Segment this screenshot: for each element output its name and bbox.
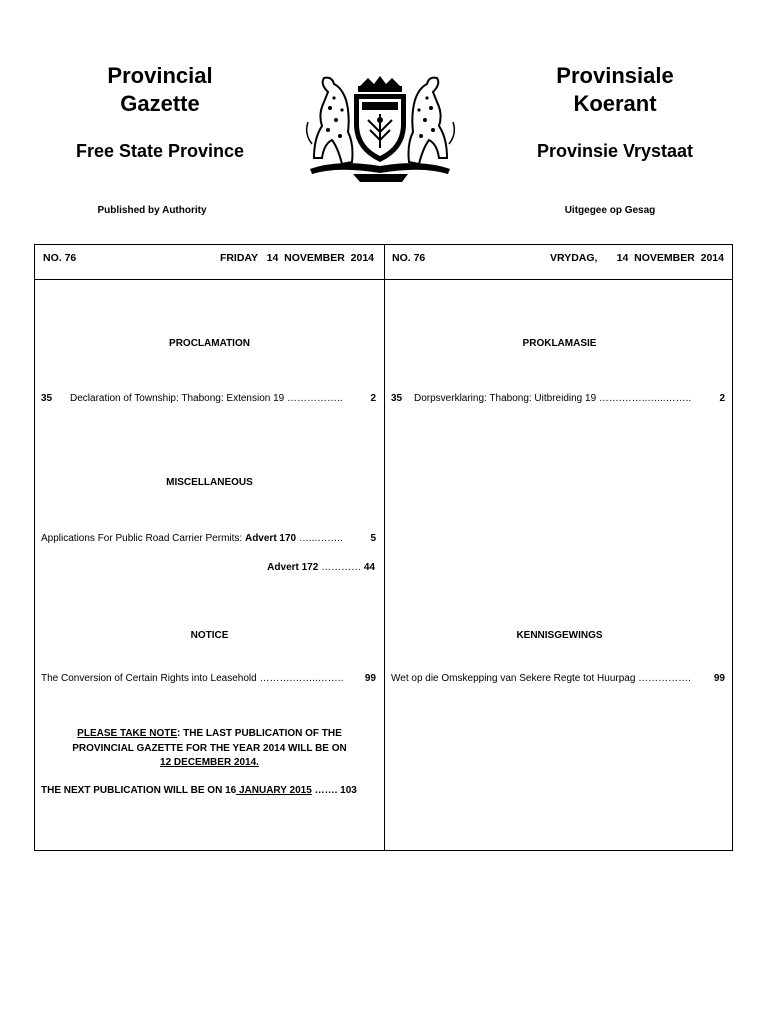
- left-title-line2: Gazette: [120, 91, 200, 116]
- next-publication-prefix: THE NEXT PUBLICATION WILL BE ON 16: [41, 785, 237, 796]
- proclamation-page: 2: [370, 393, 376, 404]
- right-title-line2: Koerant: [573, 91, 657, 116]
- please-take-note: [35, 727, 384, 771]
- header-row-divider: [35, 279, 732, 280]
- left-issue-date: FRIDAY 14 NOVEMBER 2014: [219, 252, 374, 264]
- kennisgewing-page: 99: [713, 673, 725, 684]
- proclamation-entry: [41, 393, 376, 404]
- proklamasie-number: 35: [391, 393, 403, 404]
- notice-text: The Conversion of Certain Rights into Leasehold ……….……..……..: [41, 673, 344, 684]
- left-subtitle: Free State Province: [75, 141, 245, 161]
- right-title: [515, 62, 715, 118]
- next-publication-month: JANUARY 2015: [236, 785, 312, 796]
- miscellaneous-heading: MISCELLANEOUS: [166, 477, 253, 488]
- right-issue-day: VRYDAG,: [550, 252, 598, 264]
- advert-170-label: Advert 170: [244, 533, 297, 544]
- proclamation-text: Declaration of Township: Thabong: Extension 19 ……………..: [70, 393, 343, 404]
- proklamasie-entry: [391, 393, 725, 404]
- right-authority: Uitgegee op Gesag: [564, 205, 656, 216]
- contents-table: [34, 244, 733, 851]
- advert-172-dots: …………: [318, 562, 362, 573]
- kennisgewings-heading: KENNISGEWINGS: [516, 630, 603, 641]
- please-take-note-rest: : THE LAST PUBLICATION OF THE: [177, 728, 342, 739]
- next-publication: [41, 785, 357, 796]
- left-title-line1: Provincial: [107, 63, 213, 88]
- proklamasie-text: Dorpsverklaring: Thabong: Uitbreiding 19 …….……..…...……..: [414, 393, 692, 404]
- right-issue-number: NO. 76: [392, 252, 426, 264]
- kennisgewing-entry: [391, 673, 725, 684]
- proklamasie-heading: PROKLAMASIE: [522, 338, 597, 349]
- right-issue-date: 14 NOVEMBER 2014: [616, 252, 724, 264]
- please-take-note-label: PLEASE TAKE NOTE: [77, 728, 177, 739]
- please-take-note-line2: PROVINCIAL GAZETTE FOR THE YEAR 2014 WILL BE ON: [72, 742, 347, 754]
- right-title-line1: Provinsiale: [556, 63, 674, 88]
- advert-172-label: Advert 172: [267, 562, 319, 573]
- next-publication-suffix: ……. 103: [311, 785, 357, 796]
- advert-170-dots: …...……..: [296, 533, 343, 544]
- advert-172-page: 44: [363, 562, 375, 573]
- advert-170-page: 5: [370, 533, 376, 544]
- misc-entry-advert-172: [267, 562, 375, 573]
- left-authority: Published by Authority: [97, 205, 207, 216]
- misc-entry-text: Applications For Public Road Carrier Permits:: [41, 533, 245, 544]
- notice-entry: [41, 673, 376, 684]
- misc-entry-advert-170: [41, 533, 376, 544]
- kennisgewing-text: Wet op die Omskepping van Sekere Regte tot Huurpag …………….: [391, 673, 691, 684]
- notice-heading: NOTICE: [190, 630, 229, 641]
- column-divider: [384, 245, 385, 850]
- left-title: [60, 62, 260, 118]
- left-issue-number: NO. 76: [43, 252, 77, 264]
- proclamation-number: 35: [41, 393, 53, 404]
- proclamation-heading: PROCLAMATION: [169, 338, 250, 349]
- notice-page: 99: [364, 673, 376, 684]
- right-subtitle: Provinsie Vrystaat: [536, 141, 694, 161]
- proklamasie-page: 2: [719, 393, 725, 404]
- coat-of-arms-icon: [298, 74, 463, 186]
- please-take-note-date: 12 DECEMBER 2014.: [160, 757, 259, 768]
